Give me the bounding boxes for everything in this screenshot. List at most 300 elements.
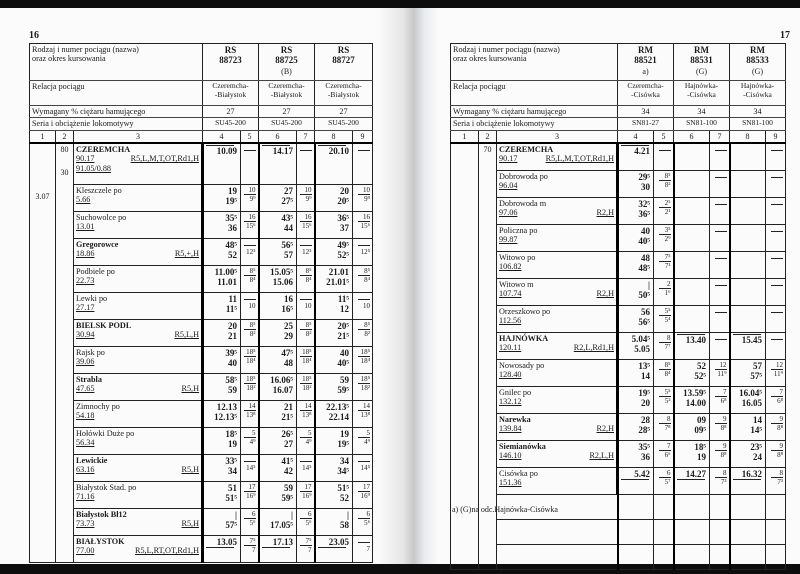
station-row [451,333,786,360]
running-time-cell: 8 7³ [766,468,786,495]
timetable-right [450,43,786,570]
time-cell: 5.04⁵ 5.05 [618,333,654,360]
time-cell: 34 34⁵ [315,455,353,482]
time-cell: 29⁵ 30 [618,171,654,198]
running-time-cell: 17 16⁹ [297,482,315,509]
running-time-cell: 10 9⁹ [297,185,315,212]
station-cell [497,198,618,225]
running-time-cell [766,143,786,171]
time-cell: 20 21 [203,320,241,347]
running-time-cell [766,333,786,360]
running-time-cell: 18⁵ 18² [241,374,259,401]
station-row [30,212,373,239]
time-cell [730,252,766,279]
time-cell [674,198,710,225]
station-codes: R5,L,H [174,330,200,340]
time-cell: 17.13 [259,536,297,563]
station-km: 56.34 [76,438,95,448]
station-km: 106.82 [499,262,522,272]
station-name: Lewickie [76,456,108,466]
running-time-cell: 10 [241,293,259,320]
loco-label: Seria i obciążenie lokomotywy [30,118,203,130]
running-time-cell: 2 1⁶ [654,279,674,306]
time-cell: 20⁵ 21⁵ [315,320,353,347]
column-number: 2 [479,130,497,143]
time-cell [730,198,766,225]
time-cell: | 58 [315,509,353,536]
train-number-88533: RM 88533 (G) [730,44,786,81]
station-km: 77.00 [76,546,95,556]
station-km: 13.01 [76,222,95,232]
station-km: 128.40 [499,370,522,380]
time-cell: 41⁵ 42 [259,455,297,482]
station-name: Rajsk po [76,348,105,358]
time-cell: 56 56⁵ [618,306,654,333]
station-name: HAJNÓWKA [499,334,549,344]
column-number: 3 [497,130,618,143]
station-cell [74,374,203,401]
station-name: CZEREMCHA [499,145,554,155]
footnote: a) (G)na odc.Hajnówka-Cisówka [452,505,558,514]
running-time-cell: 2⁵ 2¹ [654,198,674,225]
running-time-cell: 14 13⁸ [297,401,315,428]
station-codes: R2,L,Rd1,H [573,343,615,353]
running-time-cell [241,143,259,185]
station-row [30,347,373,374]
time-cell: 11⁵ 12 [315,293,353,320]
time-cell: 19 19⁵ [315,428,353,455]
running-time-cell: 7 [353,536,373,563]
station-cell [74,482,203,509]
running-time-cell [710,333,730,360]
running-time-cell: 5 4⁹ [353,428,373,455]
header-relation-row [30,81,373,106]
time-cell: 52 52⁵ [674,360,710,387]
train-number-88723: RS 88723 [203,44,259,81]
station-cell: CZEREMCHA 90.17 R5,L,M,T,OT,Rd1,H 91.05/0.88 [74,143,203,185]
station-row [451,468,786,495]
time-cell: 16 16⁵ [259,293,297,320]
time-cell: 13⁵ 14 [618,360,654,387]
station-cell [74,185,203,212]
running-time-cell: 10 [297,293,315,320]
running-time-cell: 14⁵ [241,455,259,482]
column-number: 1 [30,130,56,143]
station-codes: R5,L,RT,OT,Rd1,H [134,546,200,556]
running-time-cell: 9 8⁸ [766,414,786,441]
station-codes: R5,L,M,T,OT,Rd1,H [545,154,615,164]
station-codes: R2,H [596,289,615,299]
running-time-cell [766,306,786,333]
running-time-cell: 6 5⁶ [353,509,373,536]
time-cell: 4.21 [618,143,654,171]
time-cell: 19 19⁵ [203,185,241,212]
station-name: Witowo po [499,253,536,263]
book-spread [0,8,800,564]
time-cell: 47⁵ 48 [259,347,297,374]
column-number: 8 [315,130,353,143]
running-time-cell: 6 5⁷ [654,468,674,495]
station-cell [497,225,618,252]
running-time-cell: 7 6⁸ [766,387,786,414]
station-row [451,252,786,279]
station-row [451,414,786,441]
braking-label: Wymagany % ciężaru hamującego [30,106,203,118]
station-cell [74,401,203,428]
time-cell [730,225,766,252]
station-km: 71.16 [76,492,95,502]
time-cell: 33⁵ 34 [203,455,241,482]
running-time-cell: 5⁵ 5² [654,387,674,414]
station-cell [497,387,618,414]
column-number: 9 [353,130,373,143]
time-cell: 23⁵ 24 [730,441,766,468]
time-cell: 43⁵ 44 [259,212,297,239]
running-time-cell [766,198,786,225]
running-time-cell: 18⁵ 18⁴ [241,347,259,374]
station-codes: R5,+,H [174,249,200,259]
station-row [451,225,786,252]
column-number: 6 [674,130,710,143]
station-cell [497,333,618,360]
station-cell [74,266,203,293]
time-cell [674,279,710,306]
station-km: 73.73 [76,519,95,529]
station-cell [497,360,618,387]
time-cell: 13.05 [203,536,241,563]
braking-value: 27 [203,106,259,118]
running-time-cell: 8 7⁸ [654,414,674,441]
station-cell [74,239,203,266]
station-km: 47.65 [76,384,95,394]
station-codes: R2,L,H [589,451,615,461]
station-name: Dobrowoda m [499,199,547,209]
station-name: Białystok Bł12 [76,510,127,520]
running-time-cell: 14 13⁸ [241,401,259,428]
station-km: 90.17 [499,154,518,164]
station-row [30,266,373,293]
station-row [451,143,786,171]
station-name: Gnilec po [499,388,532,398]
station-cell [497,468,618,495]
station-name: Lewki po [76,294,108,304]
station-cell [74,536,203,563]
time-cell: 35⁵ 36 [618,441,654,468]
train-label: Rodzaj i numer pociągu (nazwa) oraz okres kursowania [30,44,203,81]
loco-value: SN81-100 [674,118,730,130]
column-number: 7 [297,130,315,143]
train-relation: Czeremcha- -Białystok [259,81,315,106]
running-time-cell: 10 9⁹ [241,185,259,212]
station-row [30,185,373,212]
time-cell: 22.13⁵ 22.14 [315,401,353,428]
station-name: Dobrowoda po [499,172,548,182]
time-cell: 19⁵ 20 [618,387,654,414]
time-cell: 27 27⁵ [259,185,297,212]
time-cell: 58⁵ 59 [203,374,241,401]
time-cell: 59 59⁵ [315,374,353,401]
time-cell [674,171,710,198]
station-row [451,171,786,198]
station-cell [497,414,618,441]
header-relation-row [451,81,786,106]
column-number: 2 [56,130,74,143]
braking-value: 27 [315,106,373,118]
station-name: Gregorowce [76,240,119,250]
column-number: 4 [203,130,241,143]
station-name: Strabla [76,375,102,385]
station-km: 112.56 [499,316,522,326]
column-numbers-row [30,130,373,143]
header-braking-row [451,106,786,118]
train-number-88725: RS 88725 (B) [259,44,315,81]
station-row [30,428,373,455]
header-loco-row [30,118,373,130]
station-name: Podbiele po [76,267,115,277]
station-km: 5.66 [76,195,91,205]
station-cell [497,143,618,171]
station-km: 63.16 [76,465,95,475]
running-time-cell: 8⁵ 8⁴ [654,360,674,387]
station-name: Białystok Stad. po [76,483,137,493]
train-number-88727: RS 88727 [315,44,373,81]
station-name: Cisówka po [499,469,538,479]
time-cell: 16.32 [730,468,766,495]
time-cell: 10.09 [203,143,241,185]
station-name: CZEREMCHA [76,145,131,155]
station-row [30,293,373,320]
time-cell: 48 48⁵ [618,252,654,279]
column-number: 5 [654,130,674,143]
running-time-cell [353,143,373,185]
train-relation: Hajnówka- -Cisówka [730,81,786,106]
time-cell: 18⁵ 19 [203,428,241,455]
running-time-cell: 5 4⁹ [241,428,259,455]
time-cell: 57 57⁵ [730,360,766,387]
station-codes: R5,H [181,465,200,475]
header-train-row [451,44,786,81]
time-cell: 39⁵ 40 [203,347,241,374]
running-time-cell: 16 15⁶ [241,212,259,239]
station-codes: R5,H [181,384,200,394]
station-row [451,279,786,306]
time-cell: 5.42 [618,468,654,495]
station-cell [497,171,618,198]
station-name: BIAŁYSTOK [76,537,125,547]
time-cell: 21 21⁵ [259,401,297,428]
running-time-cell [766,279,786,306]
station-codes: R5,H [181,519,200,529]
page-number: 17 [780,30,790,41]
running-time-cell [710,171,730,198]
running-time-cell: 7 6⁶ [654,441,674,468]
train-relation: Hajnówka- -Cisówka [674,81,730,106]
station-row [30,143,373,185]
running-time-cell: 12 11⁹ [710,360,730,387]
time-cell [674,306,710,333]
station-row [451,360,786,387]
train-relation: Czeremcha- -Białystok [203,81,259,106]
time-cell: 09 09⁵ [674,414,710,441]
train-label: Rodzaj i numer pociągu (nazwa) oraz okres kursowania [451,44,618,81]
time-cell: 16.04⁵ 16.05 [730,387,766,414]
time-cell [674,252,710,279]
running-time-cell: 10 [353,293,373,320]
time-cell: 28 28⁵ [618,414,654,441]
column-number: 6 [259,130,297,143]
station-codes: R2,H [596,208,615,218]
station-km: 132.12 [499,397,522,407]
running-time-cell: 7⁵ 7 [241,536,259,563]
time-cell: 15.05⁵ 15.06 [259,266,297,293]
station-row [30,374,373,401]
station-km: 54.18 [76,411,95,421]
station-km: 97.06 [499,208,518,218]
train-number-88531: RM 88531 (G) [674,44,730,81]
station-name: Witowo m [499,280,534,290]
time-cell: 59 59⁵ [259,482,297,509]
running-time-cell: 17 16⁹ [241,482,259,509]
running-time-cell: 18⁵ 18² [297,374,315,401]
station-name: Siemianówka [499,442,546,452]
station-km: 30.94 [76,330,95,340]
running-time-cell [766,171,786,198]
station-cell [74,293,203,320]
station-km: 39.06 [76,357,95,367]
running-time-cell: 16 15⁶ [297,212,315,239]
column-number: 4 [618,130,654,143]
station-row [30,536,373,563]
station-cell [497,306,618,333]
station-name: BIELSK PODL [76,321,132,331]
timetable-left [29,43,373,563]
time-cell [730,279,766,306]
running-time-cell: 8⁵ 8⁴ [353,266,373,293]
running-time-cell: 12⁵ [297,239,315,266]
running-time-cell: 18⁵ 18⁴ [353,347,373,374]
train-relation: Czeremcha- -Białystok [315,81,373,106]
column-number: 9 [766,130,786,143]
station-km: 107.74 [499,289,522,299]
time-cell: 23.05 [315,536,353,563]
running-time-cell [710,279,730,306]
running-time-cell: 8⁵ 8² [241,320,259,347]
running-time-cell [654,143,674,171]
station-cell [497,441,618,468]
time-cell: 14.17 [259,143,297,185]
station-cell [497,279,618,306]
time-cell: 48⁵ 52 [203,239,241,266]
running-time-cell: 14⁵ [353,455,373,482]
running-time-cell: 9 8⁸ [766,441,786,468]
station-cell [74,212,203,239]
empty-row [451,545,786,570]
time-cell: 56⁵ 57 [259,239,297,266]
relation-label: Relacja pociągu [30,81,203,106]
train-relation: Czeremcha- -Cisówka [618,81,674,106]
station-codes: R2,H [596,424,615,434]
running-time-cell [710,143,730,171]
running-time-cell: 8⁵ 8² [654,171,674,198]
station-km: 22.73 [76,276,95,286]
loco-value: SU45-200 [315,118,373,130]
station-km: 27.17 [76,303,95,313]
station-row [30,239,373,266]
station-cell [74,347,203,374]
running-time-cell [710,225,730,252]
time-cell: 14 14⁵ [730,414,766,441]
running-time-cell: 5 4⁹ [297,428,315,455]
loco-label: Seria i obciążenie lokomotywy [451,118,618,130]
running-time-cell: 12⁵ [241,239,259,266]
station-name: Suchowolce po [76,213,127,223]
time-cell: 13.59⁵ 14.00 [674,387,710,414]
running-time-cell: 8 7³ [710,468,730,495]
station-cell [74,320,203,347]
time-cell: 49⁵ 52⁵ [315,239,353,266]
station-row [451,198,786,225]
running-time-cell: 7⁵ 7 [297,536,315,563]
station-cell [74,509,203,536]
column-number: 5 [241,130,259,143]
running-time-cell [710,198,730,225]
running-time-cell [710,252,730,279]
station-row [451,387,786,414]
time-cell: 40 40⁵ [618,225,654,252]
running-time-cell: 12 11⁹ [766,360,786,387]
time-cell: 40 40⁵ [315,347,353,374]
station-row [30,482,373,509]
station-name: Hołówki Duże po [76,429,135,439]
station-row [30,320,373,347]
book-spine [378,8,440,564]
time-cell: 51 51⁵ [203,482,241,509]
empty-row [451,520,786,545]
time-cell: | 50⁵ [618,279,654,306]
running-time-cell: 18⁵ 18² [353,374,373,401]
running-time-cell: 18⁵ 18⁴ [297,347,315,374]
running-time-cell: 9 8⁸ [710,414,730,441]
header-loco-row [451,118,786,130]
time-cell: 20 20⁵ [315,185,353,212]
braking-value: 27 [259,106,315,118]
station-row [451,306,786,333]
running-time-cell: 6 5⁶ [241,509,259,536]
page-number: 16 [29,30,39,41]
running-time-cell: 17 16⁹ [353,482,373,509]
time-cell: 16.06⁵ 16.07 [259,374,297,401]
station-name: Kleszczele po [76,186,122,196]
running-time-cell: 9 8⁸ [710,441,730,468]
station-km: 90.17 [76,154,95,164]
station-name: Narewka [499,415,531,425]
station-name: Zimnochy po [76,402,120,412]
time-cell: 18⁵ 19 [674,441,710,468]
running-time-cell: 16 15⁶ [353,212,373,239]
running-time-cell: 10 9⁹ [353,185,373,212]
loco-value: SU45-200 [259,118,315,130]
time-cell [674,143,710,171]
braking-label: Wymagany % ciężaru hamującego [451,106,618,118]
col2-cell: 80 30 [56,143,74,563]
running-time-cell: 7⁵ 7¹ [654,252,674,279]
station-km: 96.04 [499,181,518,191]
loco-value: SU45-200 [203,118,259,130]
station-km: 139.84 [499,424,522,434]
time-cell: 32⁵ 36⁵ [618,198,654,225]
running-time-cell: 8⁵ 8⁴ [241,266,259,293]
time-cell [730,143,766,171]
